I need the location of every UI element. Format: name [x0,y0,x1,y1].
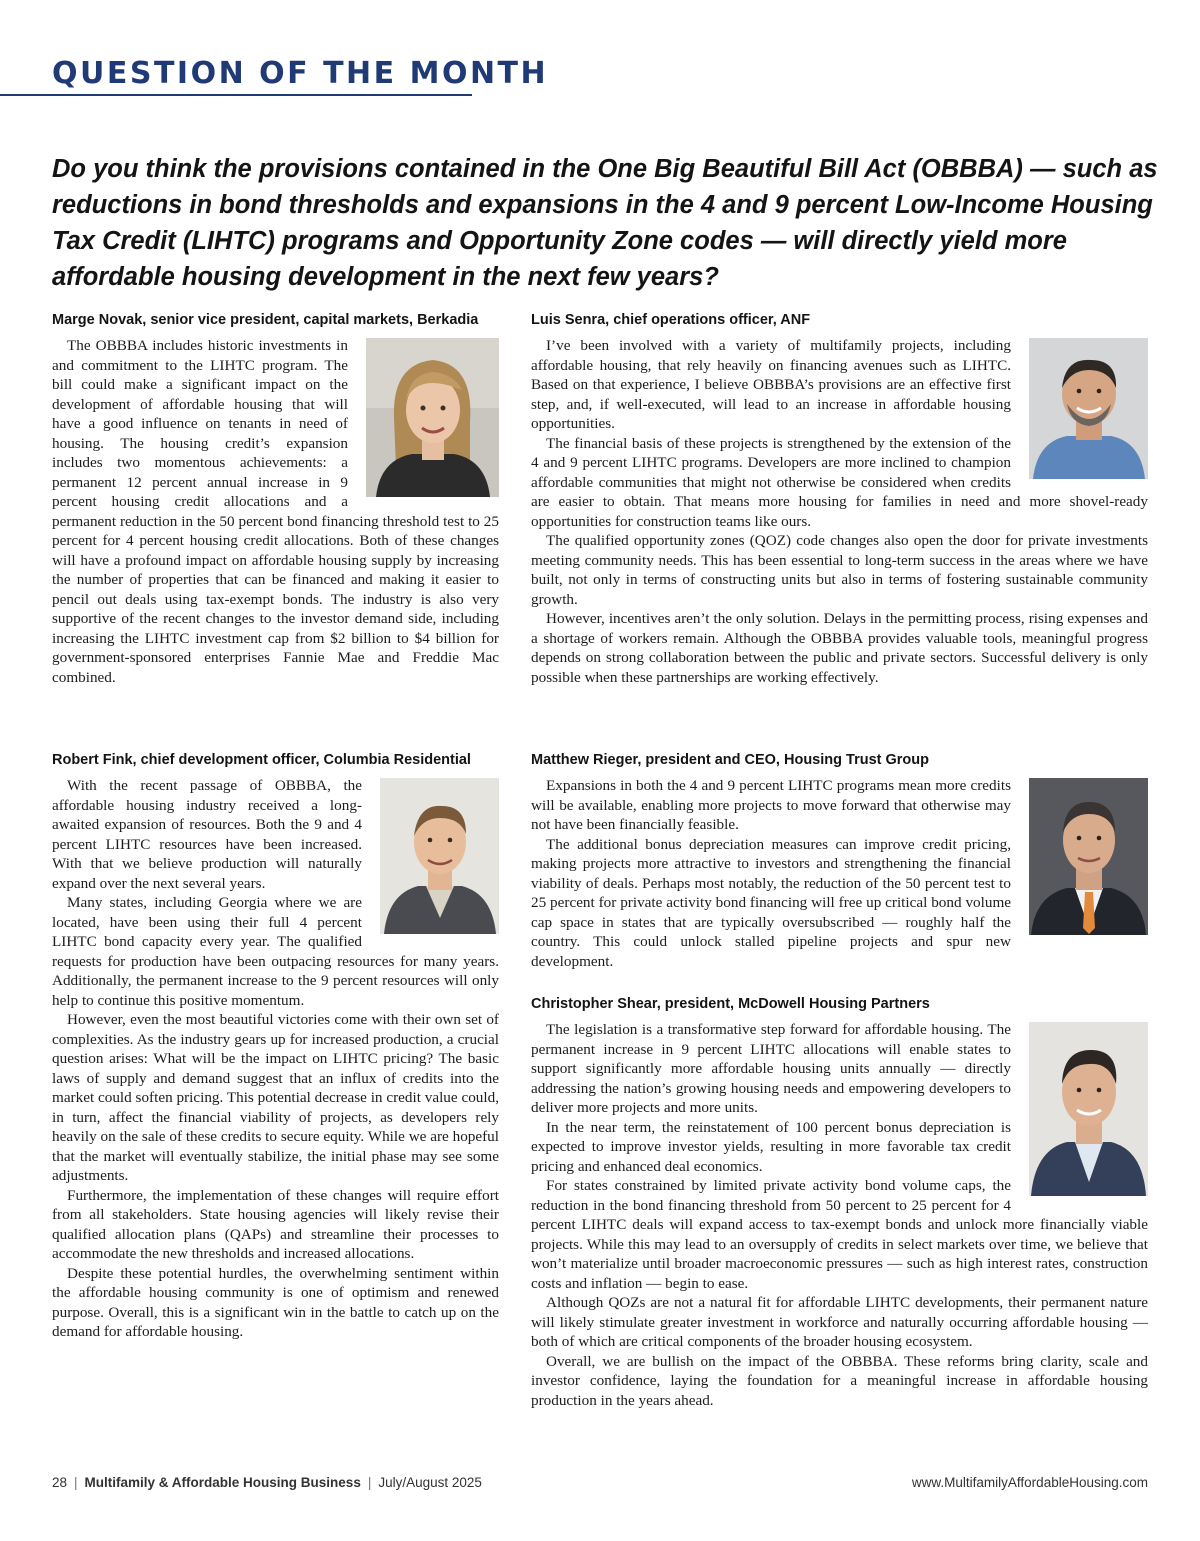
response-paragraph: Many states, including Georgia where we are located, have been using their full 4 percent LIHTC bond capacity every year. The qualified requests for production have been outpacing resources for many years. Additionally, the permanent increase to the 9 percent resources will only help to continue this positive momentum. [52,894,499,1009]
respondent-name: Robert Fink, chief development officer, Columbia Residential [52,752,471,768]
response-paragraph: The financial basis of these projects is strengthened by the extension of the 4 and 9 percent LIHTC programs. Developers are more inclined to champion affordable communities that might not otherwise be considered when credits are easier to obtain. That means more housing for families in need and more shovel-ready opportunities for construction teams like ours. [531,434,1148,530]
response-paragraph: With the recent passage of OBBBA, the affordable housing industry received a long-awaited expansion of resources. Both the 9 and 4 percent LIHTC resources have been increased. With that we believe production will naturally expand over the next several years. [52,777,362,892]
response-paragraph: For states constrained by limited private activity bond volume caps, the reduction in the bond financing threshold from 50 percent to 25 percent for 4 percent LIHTC deals will expand access to tax-exempt bonds and unlock more financially viable projects. While this may lead to an oversupply of credits in select markets over time, we believe that won’t materialize until broader macroeconomic pressures — such as high interest rates, construction costs and inflation — begin to ease. [531,1177,1148,1292]
response-novak [52,310,499,687]
response-paragraph: Furthermore, the implementation of these changes will require effort from all stakeholders. State housing agencies will likely revise their qualified allocation plans (QAPs) and streamline their processes to accommodate the new thresholds and increased allocations. [52,1186,499,1262]
portrait-photo [1029,778,1148,935]
response-body [52,336,499,687]
respondent-name: Matthew Rieger, president and CEO, Housing Trust Group [531,752,929,768]
response-paragraph: However, incentives aren’t the only solution. Delays in the permitting process, rising expenses and a shortage of workers remain. Although the OBBBA provides valuable tools, meaningful progress depends on strong collaboration between the public and private sectors. Successful delivery is only possible when these partnerships are working effectively. [531,610,1148,686]
response-paragraph: Overall, we are bullish on the impact of the OBBBA. These reforms bring clarity, scale and investor confidence, laying the foundation for a meaningful increase in affordable housing production in the years ahead. [531,1352,1148,1409]
response-paragraph: The legislation is a transformative step forward for affordable housing. The permanent increase in 9 percent LIHTC allocations will enable states to support significantly more affordable housing units annually — directly addressing the nation’s growing housing needs and empowering developers to deliver more projects and more units. [531,1021,1011,1116]
response-paragraph: Despite these potential hurdles, the overwhelming sentiment within the affordable housing community is one of optimism and renewed purpose. Overall, this is a significant win in the battle to catch up on the demand for affordable housing. [52,1264,499,1340]
portrait-photo [1029,1022,1148,1196]
response-body [531,336,1148,687]
response-paragraph: However, even the most beautiful victories come with their own set of complexities. As the industry gears up for increased production, a crucial question arises: What will be the impact on LIHTC pricing? The basic laws of supply and demand suggest that an influx of credits into the market could soften pricing. This potential decrease in credit value could, in turn, affect the financial viability of projects, as developers rely heavily on the sale of these credits to secure equity. While we are hopeful that the market will eventually stabilize, the initial phase may see some adjustments. [52,1011,499,1184]
section-rule [0,94,472,96]
response-paragraph: The qualified opportunity zones (QOZ) code changes also open the door for private investments meeting community needs. This has been essential to long-term success in the areas where we have built, not only in terms of constructing units but also in terms of fostering sustainable community growth. [531,532,1148,608]
response-senra [531,310,1148,687]
issue-date: July/August 2025 [378,1475,482,1490]
response-body [531,776,1148,971]
page-number: 28 [52,1475,68,1490]
response-fink [52,750,499,1342]
section-label: QUESTION OF THE MONTH [52,56,549,91]
footer-folio [52,1475,482,1490]
footer-separator: | [74,1475,78,1490]
response-paragraph: The OBBBA includes historic investments in and commitment to the LIHTC program. The bill could make a significant impact on the development of affordable housing that will have a good influence on tenants in need of housing. The housing credit’s expansion includes two momentous achievements: a permanent 12 percent annual increase in 9 percent housing credit allocations and a permanent reduction in the 50 percent bond financing threshold test to 25 percent for 4 percent housing credit allocations. Both of these changes will have a profound impact on affordable housing supply by increasing the number of properties that can be financed and making it easier to pencil out deals using tax-exempt bonds. The industry is also very supportive of the recent changes to the investor demand side, including increasing the LIHTC investment cap from $2 billion to $4 billion for government-sponsored enterprises Fannie Mae and Freddie Mac combined. [52,337,499,686]
response-paragraph: In the near term, the reinstatement of 100 percent bonus depreciation is expected to improve investor yields, resulting in more favorable tax credit pricing and enhanced deal economics. [531,1118,1011,1175]
website-link[interactable]: www.MultifamilyAffordableHousing.com [911,1475,1148,1490]
footer-separator: | [367,1475,372,1490]
response-body [531,1020,1148,1410]
question-of-the-month: Do you think the provisions contained in the One Big Beautiful Bill Act (OBBBA) — such as reductions in bond thresholds and expansions in the 4 and 9 percent Low-Income Housing Tax Credit (LIHTC) programs and Opportunity Zone codes — will directly yield more affordable housing development in the next few years? [52,155,1158,291]
response-body [52,776,499,1342]
publication-name: Multifamily & Affordable Housing Business [84,1475,361,1490]
response-paragraph: Expansions in both the 4 and 9 percent LIHTC programs mean more credits will be available, enabling more projects to move forward that otherwise may not have been financially feasible. [531,777,1011,833]
respondent-name: Marge Novak, senior vice president, capital markets, Berkadia [52,312,479,328]
portrait-photo [1029,338,1148,479]
response-paragraph: I’ve been involved with a variety of multifamily projects, including affordable housing, that rely heavily on financing avenues such as LIHTC. Based on that experience, I believe OBBBA’s provisions are an effective first step, and, if well-executed, will lead to an increase in affordable housing opportunities. [531,337,1011,432]
portrait-photo [380,778,499,934]
response-paragraph: The additional bonus depreciation measures can improve credit pricing, making projects more attractive to investors and strengthening the financial viability of deals. Perhaps most notably, the reduction of the 50 percent test to 25 percent for private activity bond financing will free up critical bond volume cap space in states that are typically oversubscribed — roughly half the country. This could unlock stalled pipeline projects and spur new development. [531,835,1011,970]
portrait-photo [366,338,499,497]
response-shear [531,994,1148,1410]
response-rieger [531,750,1148,971]
respondent-name: Christopher Shear, president, McDowell Housing Partners [531,996,930,1012]
respondent-name: Luis Senra, chief operations officer, ANF [531,312,811,328]
response-paragraph: Although QOZs are not a natural fit for affordable LIHTC developments, their permanent nature will likely stimulate greater investment in workforce and naturally occurring affordable housing — both of which are critical components of the broader housing ecosystem. [531,1294,1148,1350]
section-header [52,54,548,94]
page-footer [52,1475,1148,1495]
